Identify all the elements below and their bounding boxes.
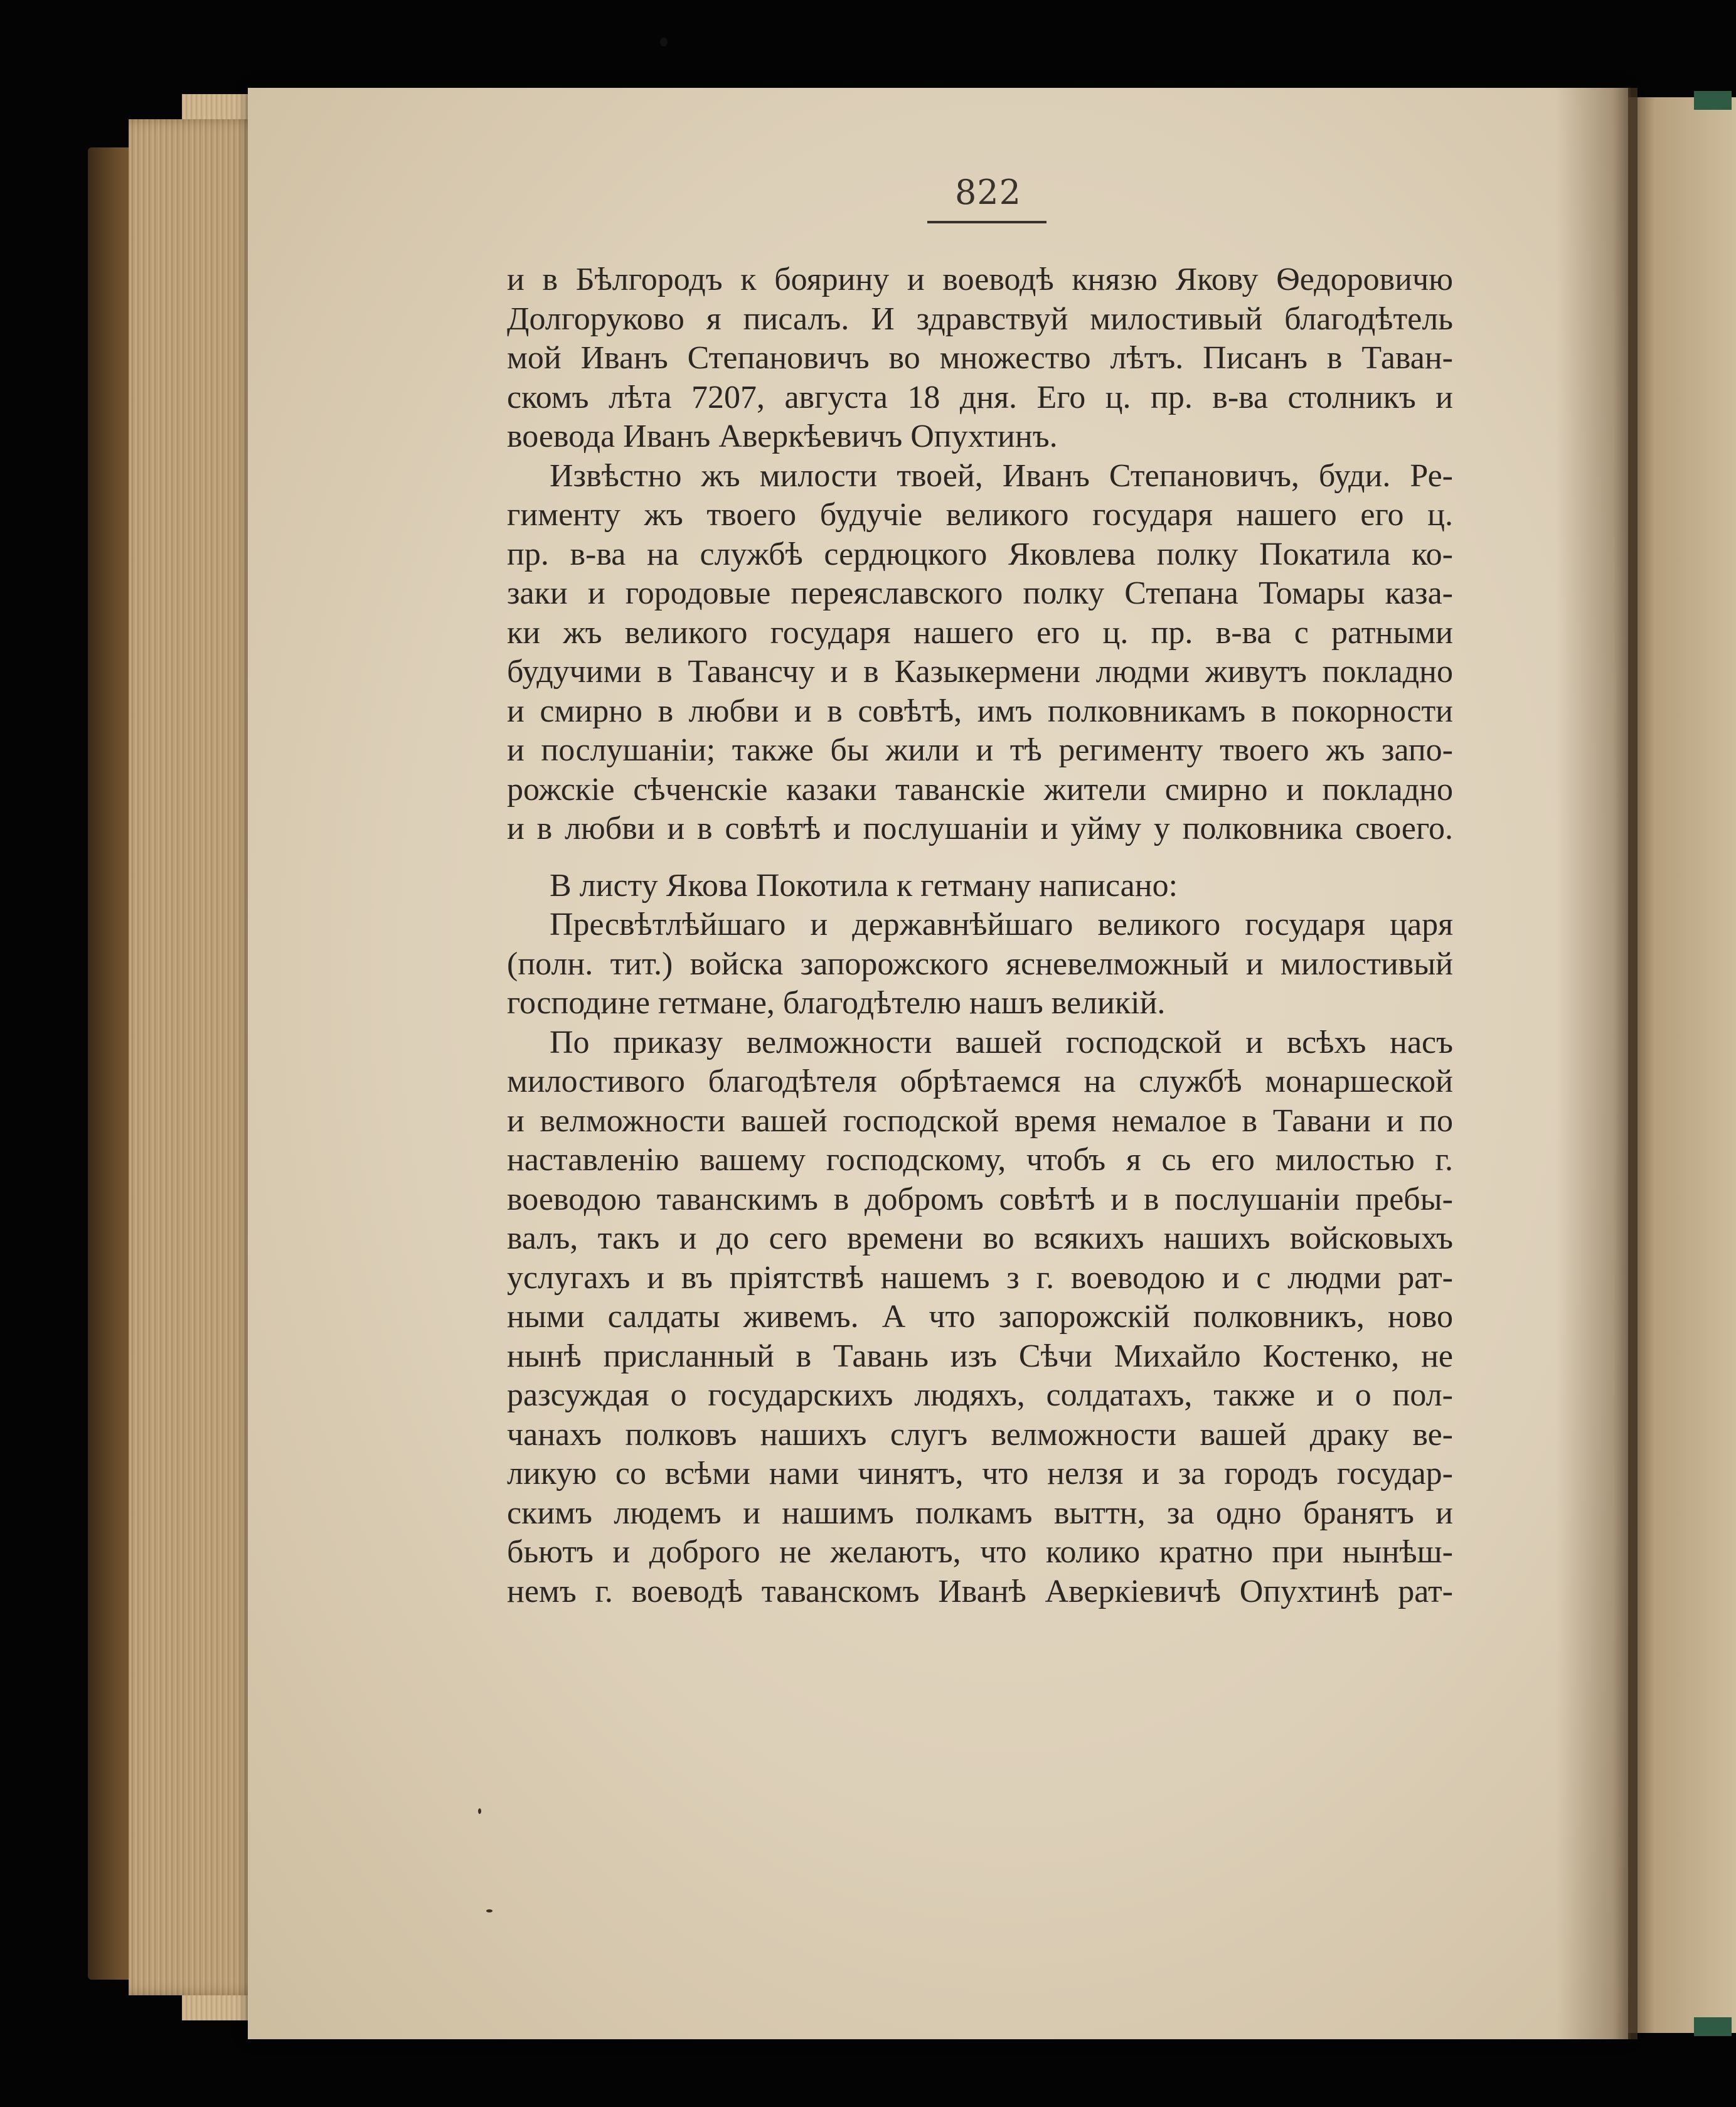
text-line: нынѣ присланный в Тавань изъ Сѣчи Михайло Костенко, не: [507, 1338, 1453, 1374]
text-line: Пресвѣтлѣйшаго и державнѣйшаго великого государя царя: [550, 907, 1453, 942]
text-line: ки жъ великого государя нашего его ц. пр. в-ва с ратными: [507, 614, 1453, 651]
facing-page-edge: [1628, 97, 1736, 2033]
text-line: и велможности вашей господской время немалое в Тавани и по: [507, 1102, 1453, 1139]
facing-page-green-edge-top: [1694, 91, 1732, 110]
text-line: гименту жъ твоего будучіе великого государя нашего его ц.: [507, 497, 1453, 533]
text-line: чанахъ полковъ нашихъ слугъ велможности вашей драку ве-: [507, 1416, 1453, 1453]
text-line: ликую со всѣми нами чинятъ, что нелзя и за городъ государ-: [507, 1456, 1453, 1491]
text-line: (полн. тит.) войска запорожского ясневелможный и милостивый: [507, 946, 1453, 982]
text-line: скимъ людемъ и нашимъ полкамъ выттн, за одно бранятъ и: [507, 1495, 1453, 1531]
text-line: мой Иванъ Степановичъ во множество лѣтъ. Писанъ в Таван-: [507, 340, 1453, 376]
text-line: милостивого благодѣтеля обрѣтаемся на службѣ монаршеской: [507, 1064, 1453, 1099]
text-line: бьютъ и доброго не желаютъ, что колико кратно при нынѣш-: [507, 1534, 1453, 1570]
text-line: и в любви и в совѣтѣ и послушаніи и уйму у полковника своего.: [507, 811, 1453, 846]
page-number-rule: [927, 221, 1046, 223]
text-line: наставленію вашему господскому, чтобъ я сь его милостью г.: [507, 1142, 1453, 1178]
text-line: По приказу велможности вашей господской и всѣхъ насъ: [550, 1024, 1453, 1060]
text-line: услугахъ и въ пріятствѣ нашемъ з г. воеводою и с людми рат-: [507, 1259, 1453, 1296]
dust-speck: [660, 38, 668, 46]
text-line: рожскіе сѣченскіе казаки таванскіе жители смирно и покладно: [507, 771, 1453, 808]
text-line: господине гетмане, благодѣтелю нашъ великій.: [507, 985, 1166, 1021]
text-line: заки и городовые переяславского полку Степана Томары каза-: [507, 575, 1453, 611]
text-line: немъ г. воеводѣ таванскомъ Иванѣ Аверкіевичѣ Опухтинѣ рат-: [507, 1573, 1453, 1609]
text-line: пр. в-ва на службѣ сердюцкого Яковлева полку Покатила ко-: [507, 536, 1453, 572]
text-line: воеводою таванскимъ в добромъ совѣтѣ и в послушаніи пребы-: [507, 1181, 1453, 1217]
text-line: В листу Якова Покотила к гетману написано:: [550, 867, 1178, 904]
gutter-shadow: [1556, 88, 1637, 2039]
text-line: Извѣстно жъ милости твоей, Иванъ Степановичъ, буди. Ре-: [550, 457, 1453, 494]
page-text: [507, 260, 1453, 1611]
text-line: разсуждая о государскихъ людяхъ, солдатахъ, также и о пол-: [507, 1377, 1453, 1413]
text-line: и смирно в любви и в совѣтѣ, имъ полковникамъ в покорности: [507, 693, 1453, 729]
dust-speck: [478, 1808, 481, 1814]
dust-speck: [486, 1909, 493, 1912]
text-line: и в Бѣлгородъ к боярину и воеводѣ князю Якову Ѳедоровичю: [507, 262, 1453, 297]
facing-page-green-edge-bottom: [1694, 2017, 1732, 2036]
text-line: и послушаніи; также бы жили и тѣ регименту твоего жъ запо-: [507, 732, 1453, 768]
text-line: будучими в Тавансчу и в Казыкермени людми живутъ покладно: [507, 654, 1453, 690]
text-line: ными салдаты живемъ. А что запорожскій полковникъ, ново: [507, 1299, 1453, 1335]
text-line: Долгоруково я писалъ. И здравствуй милостивый благодѣтель: [507, 301, 1453, 337]
text-line: валъ, такъ и до сего времени во всякихъ нашихъ войсковыхъ: [507, 1220, 1453, 1256]
page-number: 822: [954, 173, 1022, 212]
text-line: скомъ лѣта 7207, августа 18 дня. Его ц. пр. в-ва столникъ и: [507, 379, 1453, 415]
text-line: воевода Иванъ Аверкѣевичъ Опухтинъ.: [507, 419, 1058, 454]
